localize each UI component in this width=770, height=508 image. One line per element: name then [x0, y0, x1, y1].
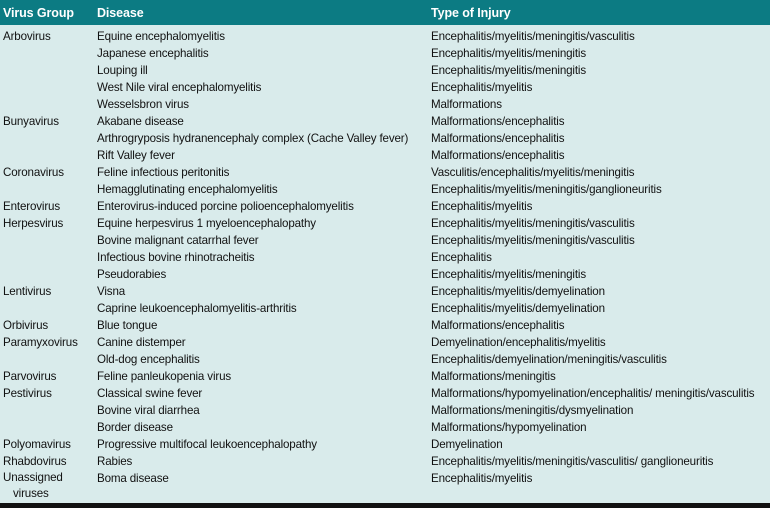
virus-group-cell	[0, 147, 94, 164]
virus-group-cell: Parvovirus	[3, 370, 57, 383]
disease-cell: Equine encephalomyelitis	[97, 30, 225, 43]
table-row	[0, 266, 770, 283]
header-disease: Disease	[94, 0, 428, 25]
table-row	[0, 317, 770, 334]
table-row	[0, 198, 770, 215]
injury-type-cell: Encephalitis	[431, 251, 492, 264]
virus-group-cell	[0, 402, 94, 419]
table-row	[0, 130, 770, 147]
disease-cell: Infectious bovine rhinotracheitis	[97, 251, 255, 264]
virus-group-cell: Pestivirus	[3, 387, 52, 400]
table-row	[0, 232, 770, 249]
table-row	[0, 334, 770, 351]
virus-group-cell: Orbivirus	[3, 319, 49, 332]
disease-cell: Old-dog encephalitis	[97, 353, 200, 366]
table-row	[0, 45, 770, 62]
table-row	[0, 283, 770, 300]
table-row	[0, 419, 770, 436]
virus-group-cell: Coronavirus	[3, 166, 64, 179]
disease-cell: Louping ill	[97, 64, 148, 77]
table-row	[0, 249, 770, 266]
injury-type-cell: Malformations/meningitis	[431, 370, 556, 383]
table-row	[0, 300, 770, 317]
disease-cell: Wesselsbron virus	[97, 98, 189, 111]
table-row	[0, 25, 770, 45]
virus-group-cell: Rhabdovirus	[3, 455, 67, 468]
injury-type-cell: Encephalitis/myelitis/meningitis/ganglioneuritis	[431, 183, 662, 196]
virus-group-cell	[0, 96, 94, 113]
injury-type-cell: Encephalitis/myelitis/demyelination	[431, 302, 605, 315]
injury-type-cell: Demyelination/encephalitis/myelitis	[431, 336, 606, 349]
disease-cell: Feline panleukopenia virus	[97, 370, 232, 383]
disease-cell: Canine distemper	[97, 336, 186, 349]
virus-group-cell	[0, 470, 94, 502]
injury-type-cell: Malformations	[431, 98, 502, 111]
injury-type-cell: Encephalitis/myelitis	[431, 200, 533, 213]
disease-cell: West Nile viral encephalomyelitis	[97, 81, 262, 94]
disease-cell: Bovine viral diarrhea	[97, 404, 200, 417]
injury-type-cell: Malformations/encephalitis	[431, 115, 565, 128]
virus-group-cell	[0, 45, 94, 62]
table-row	[0, 96, 770, 113]
virus-group-cell: Lentivirus	[3, 285, 52, 298]
table-row	[0, 147, 770, 164]
disease-cell: Hemagglutinating encephalomyelitis	[97, 183, 278, 196]
virus-group-cell	[0, 419, 94, 436]
disease-cell: Progressive multifocal leukoencephalopathy	[97, 438, 317, 451]
table-row	[0, 385, 770, 402]
disease-cell: Akabane disease	[97, 115, 184, 128]
injury-type-cell: Malformations/meningitis/dysmyelination	[431, 404, 634, 417]
disease-cell: Pseudorabies	[97, 268, 167, 281]
disease-cell: Rift Valley fever	[97, 149, 175, 162]
injury-type-cell: Encephalitis/myelitis/meningitis	[431, 64, 586, 77]
table-row	[0, 79, 770, 96]
disease-cell: Caprine leukoencephalomyelitis-arthritis	[97, 302, 297, 315]
table-row	[0, 181, 770, 198]
injury-type-cell: Encephalitis/myelitis/meningitis	[431, 47, 586, 60]
disease-cell: Equine herpesvirus 1 myeloencephalopathy	[97, 217, 316, 230]
injury-type-cell: Malformations/encephalitis	[431, 319, 565, 332]
disease-cell: Blue tongue	[97, 319, 158, 332]
virus-group-cell	[0, 232, 94, 249]
injury-type-cell: Vasculitis/encephalitis/myelitis/meningitis	[431, 166, 635, 179]
virus-group-cell: Herpesvirus	[3, 217, 64, 230]
virus-group-cell: Polyomavirus	[3, 438, 71, 451]
table-row	[0, 436, 770, 453]
injury-type-cell: Demyelination	[431, 438, 503, 451]
injury-type-cell: Encephalitis/demyelination/meningitis/vasculitis	[431, 353, 667, 366]
injury-type-cell: Encephalitis/myelitis	[431, 472, 533, 485]
injury-type-cell: Malformations/encephalitis	[431, 132, 565, 145]
bottom-border	[0, 503, 770, 508]
table-row	[0, 351, 770, 368]
table-row	[0, 402, 770, 419]
disease-cell: Bovine malignant catarrhal fever	[97, 234, 259, 247]
disease-cell: Visna	[97, 285, 126, 298]
header-type-of-injury: Type of Injury	[428, 0, 770, 25]
virus-group-cell	[0, 300, 94, 317]
table-row	[0, 62, 770, 79]
virus-group-cell	[0, 181, 94, 198]
table-row	[0, 164, 770, 181]
virus-group-cell: Paramyxovirus	[3, 336, 78, 349]
table-row	[0, 470, 770, 502]
disease-cell: Rabies	[97, 455, 133, 468]
virus-group-line2: viruses	[13, 487, 49, 500]
virus-group-cell: Arbovirus	[3, 30, 51, 43]
injury-type-cell: Encephalitis/myelitis/meningitis	[431, 268, 586, 281]
table-row	[0, 368, 770, 385]
disease-cell: Enterovirus-induced porcine polioencephalomyelitis	[97, 200, 354, 213]
table-row	[0, 215, 770, 232]
virus-group-cell	[0, 62, 94, 79]
virus-group-cell	[0, 79, 94, 96]
disease-cell: Japanese encephalitis	[97, 47, 209, 60]
injury-type-cell: Encephalitis/myelitis/demyelination	[431, 285, 605, 298]
disease-cell: Boma disease	[97, 472, 169, 485]
injury-type-cell: Malformations/hypomyelination/encephalitis/ meningitis/vasculitis	[431, 387, 755, 400]
injury-type-cell: Encephalitis/myelitis/meningitis/vasculitis	[431, 234, 635, 247]
injury-type-cell: Encephalitis/myelitis/meningitis/vasculitis	[431, 217, 635, 230]
injury-type-cell: Encephalitis/myelitis/meningitis/vasculitis/ ganglioneuritis	[431, 455, 714, 468]
injury-type-cell: Encephalitis/myelitis	[431, 81, 533, 94]
virus-group-cell: Bunyavirus	[3, 115, 59, 128]
injury-type-cell: Encephalitis/myelitis/meningitis/vasculitis	[431, 30, 635, 43]
disease-cell: Feline infectious peritonitis	[97, 166, 230, 179]
virus-group-cell	[0, 351, 94, 368]
table-row	[0, 113, 770, 130]
injury-type-cell: Malformations/encephalitis	[431, 149, 565, 162]
header-virus-group: Virus Group	[0, 0, 94, 25]
injury-type-cell: Malformations/hypomyelination	[431, 421, 587, 434]
disease-cell: Classical swine fever	[97, 387, 203, 400]
table-header-row	[0, 0, 770, 25]
virus-group-cell	[0, 266, 94, 283]
virus-group-cell	[0, 249, 94, 266]
virus-group-cell: Enterovirus	[3, 200, 60, 213]
virus-group-line1: Unassigned	[3, 471, 63, 484]
disease-cell: Border disease	[97, 421, 173, 434]
disease-cell: Arthrogryposis hydranencephaly complex (Cache Valley fever)	[97, 132, 409, 145]
table-row	[0, 453, 770, 470]
virus-group-cell	[0, 130, 94, 147]
